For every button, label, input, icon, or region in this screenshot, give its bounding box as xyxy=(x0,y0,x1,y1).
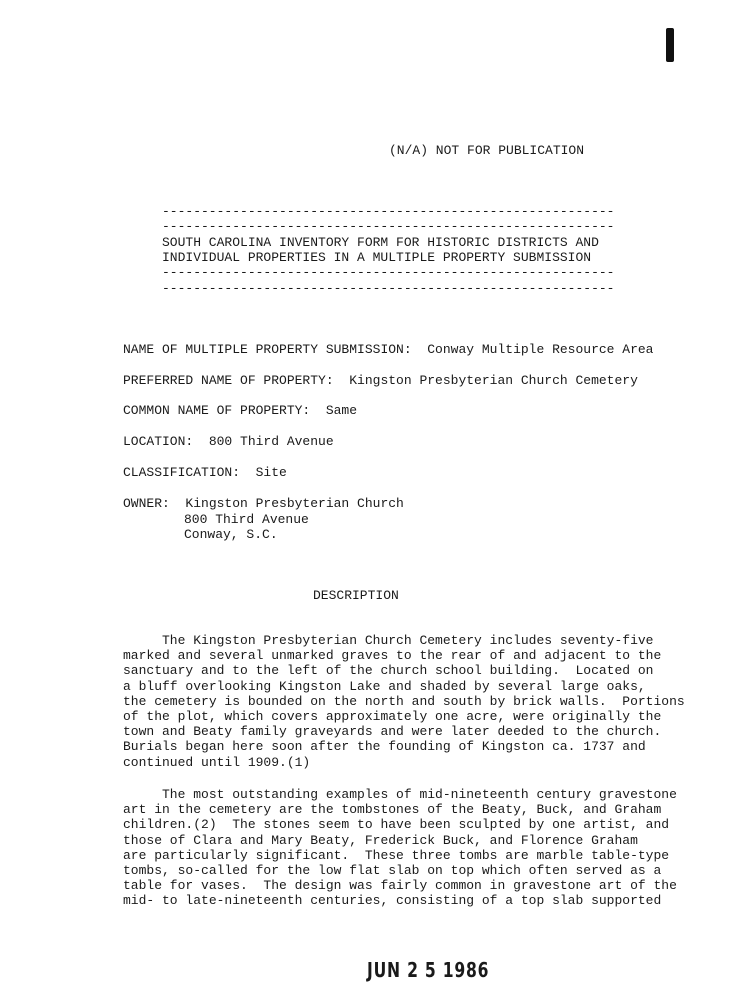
description-paragraph-2: The most outstanding examples of mid-nineteenth century gravestone art in the cemetery are the tombstones of the Beaty, Buck, and Graham children.(2) The stones seem to have been sculpted by one artist, and those of Clara and Mary Beaty, Frederick Buck, and Florence Graham are particularly significant. These three tombs are marble table-type tombs, so-called for the low flat slab on top which often served as a table for vases. The design was fairly common in gravestone art of the mid- to late-nineteenth centuries, consisting of a top slab supported xyxy=(123,787,677,909)
field-owner-address: 800 Third Avenue xyxy=(184,512,309,527)
field-classification: CLASSIFICATION: Site xyxy=(123,465,287,480)
header-rule-4: ---------------------------------------------------------- xyxy=(162,281,615,296)
description-heading: DESCRIPTION xyxy=(313,588,399,603)
header-title-line-2: INDIVIDUAL PROPERTIES IN A MULTIPLE PROPERTY SUBMISSION xyxy=(162,250,592,265)
field-owner-city: Conway, S.C. xyxy=(184,527,278,542)
description-paragraph-1: The Kingston Presbyterian Church Cemetery includes seventy-five marked and several unmarked graves to the rear of and adjacent to the sanctuary and to the left of the church school building. Located on a bluff overlooking Kingston Lake and shaded by several large oaks, the cemetery is bounded on the north and south by brick walls. Portions of the plot, which covers approximately one acre, were originally the town and Beaty family graveyards and were later deeded to the church. Burials began here soon after the founding of Kingston ca. 1737 and continued until 1909.(1) xyxy=(123,633,685,770)
field-location: LOCATION: 800 Third Avenue xyxy=(123,434,334,449)
header-title-line-1: SOUTH CAROLINA INVENTORY FORM FOR HISTORIC DISTRICTS AND xyxy=(162,235,599,250)
field-owner: OWNER: Kingston Presbyterian Church xyxy=(123,496,404,511)
field-submission: NAME OF MULTIPLE PROPERTY SUBMISSION: Conway Multiple Resource Area xyxy=(123,342,654,357)
header-rule-3: ---------------------------------------------------------- xyxy=(162,265,615,280)
date-stamp: JUN 2 5 1986 xyxy=(367,958,490,982)
page-mark xyxy=(666,28,674,62)
field-common-name: COMMON NAME OF PROPERTY: Same xyxy=(123,403,358,418)
field-preferred-name: PREFERRED NAME OF PROPERTY: Kingston Presbyterian Church Cemetery xyxy=(123,373,638,388)
publication-notice: (N/A) NOT FOR PUBLICATION xyxy=(389,143,585,158)
header-rule-2: ---------------------------------------------------------- xyxy=(162,219,615,234)
header-rule-1: ---------------------------------------------------------- xyxy=(162,204,615,219)
